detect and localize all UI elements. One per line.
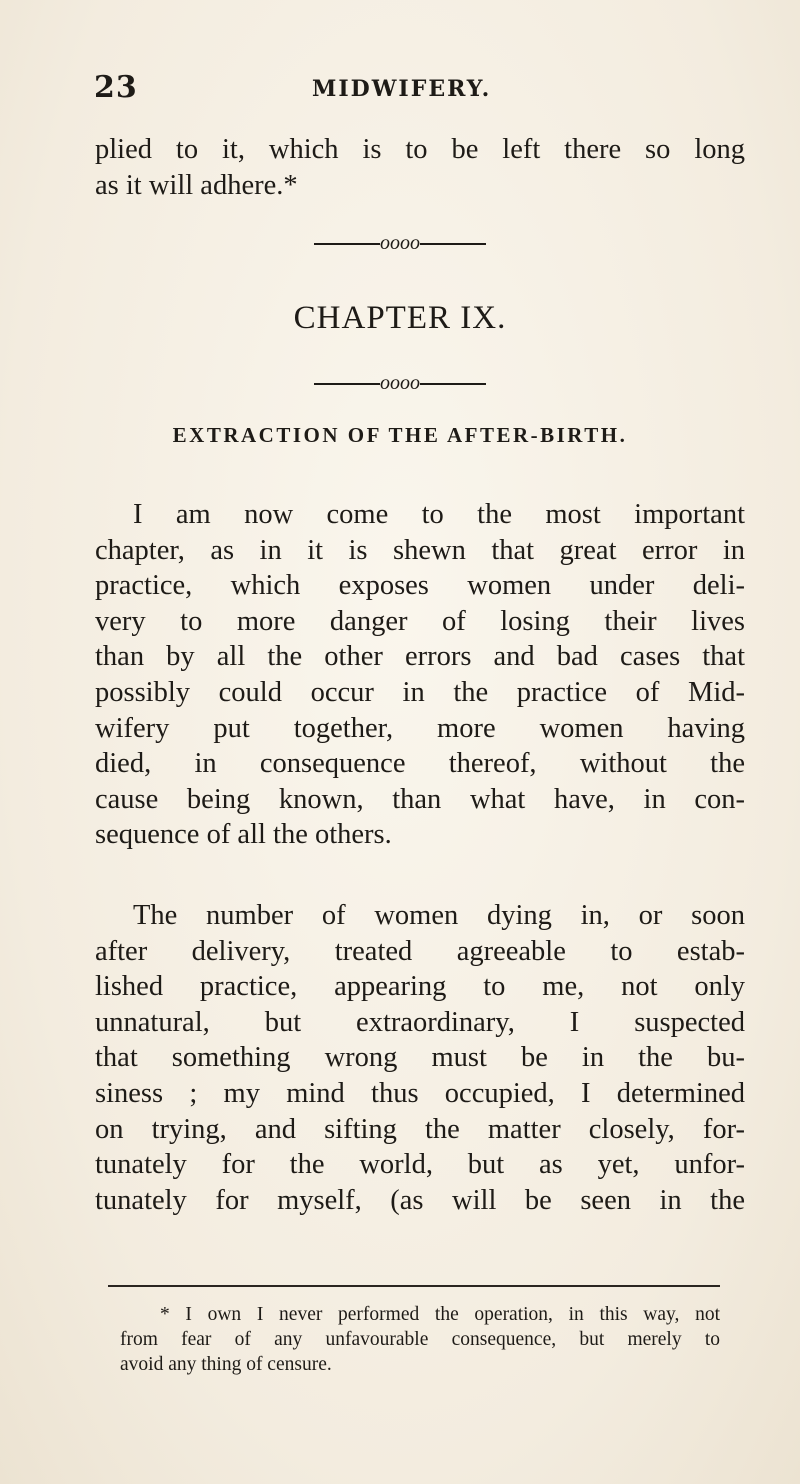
chapter-title: CHAPTER IX. <box>293 300 507 336</box>
text-line: chapter, as in it is shewn that great error in <box>95 534 745 566</box>
paragraph-2 <box>95 898 745 1218</box>
text-line: died, in consequence thereof, without the <box>95 748 745 780</box>
text-line: The number of women dying in, or soon <box>133 900 745 931</box>
page-number: 23 <box>94 70 138 105</box>
ornament-dash <box>314 243 380 245</box>
text-line: siness ; my mind thus occupied, I determined <box>95 1077 745 1109</box>
ornament-divider-bottom <box>0 372 800 395</box>
footnote <box>120 1302 720 1377</box>
footnote-rule <box>108 1285 720 1287</box>
text-line: on trying, and sifting the matter closely, for- <box>95 1113 745 1145</box>
section-heading: EXTRACTION OF THE AFTER-BIRTH. <box>172 423 628 447</box>
text-line: as it will adhere.* <box>95 169 298 201</box>
text-line: possibly could occur in the practice of Mid- <box>95 676 745 708</box>
text-line: I am now come to the most important <box>133 499 745 530</box>
text-line: tunately for the world, but as yet, unfor- <box>95 1149 745 1181</box>
page-header <box>94 70 714 110</box>
text-line: tunately for myself, (as will be seen in the <box>95 1184 745 1216</box>
footnote-line: * I own I never performed the operation, in this way, not <box>160 1304 720 1325</box>
ornament-dash <box>314 383 380 385</box>
text-line: very to more danger of losing their lives <box>95 605 745 637</box>
ornament-text: oooo <box>380 232 420 254</box>
footnote-line: avoid any thing of censure. <box>120 1354 332 1375</box>
continuation-text <box>95 132 745 203</box>
running-head: MIDWIFERY. <box>312 76 492 102</box>
paragraph-1 <box>95 497 745 853</box>
text-line: wifery put together, more women having <box>95 712 745 744</box>
ornament-dash <box>420 383 486 385</box>
ornament-divider-top <box>0 232 800 255</box>
text-line: plied to it, which is to be left there so long <box>95 134 745 165</box>
ornament-dash <box>420 243 486 245</box>
text-line: after delivery, treated agreeable to estab- <box>95 935 745 967</box>
text-line: unnatural, but extraordinary, I suspected <box>95 1006 745 1038</box>
text-line: lished practice, appearing to me, not only <box>95 971 745 1003</box>
ornament-text: oooo <box>380 372 420 394</box>
text-line: than by all the other errors and bad cases that <box>95 641 745 673</box>
text-line: that something wrong must be in the bu- <box>95 1042 745 1074</box>
text-line: sequence of all the others. <box>95 819 392 851</box>
text-line: cause being known, than what have, in con- <box>95 783 745 815</box>
footnote-line: from fear of any unfavourable consequence, but merely to <box>120 1329 720 1350</box>
text-line: practice, which exposes women under deli- <box>95 570 745 602</box>
